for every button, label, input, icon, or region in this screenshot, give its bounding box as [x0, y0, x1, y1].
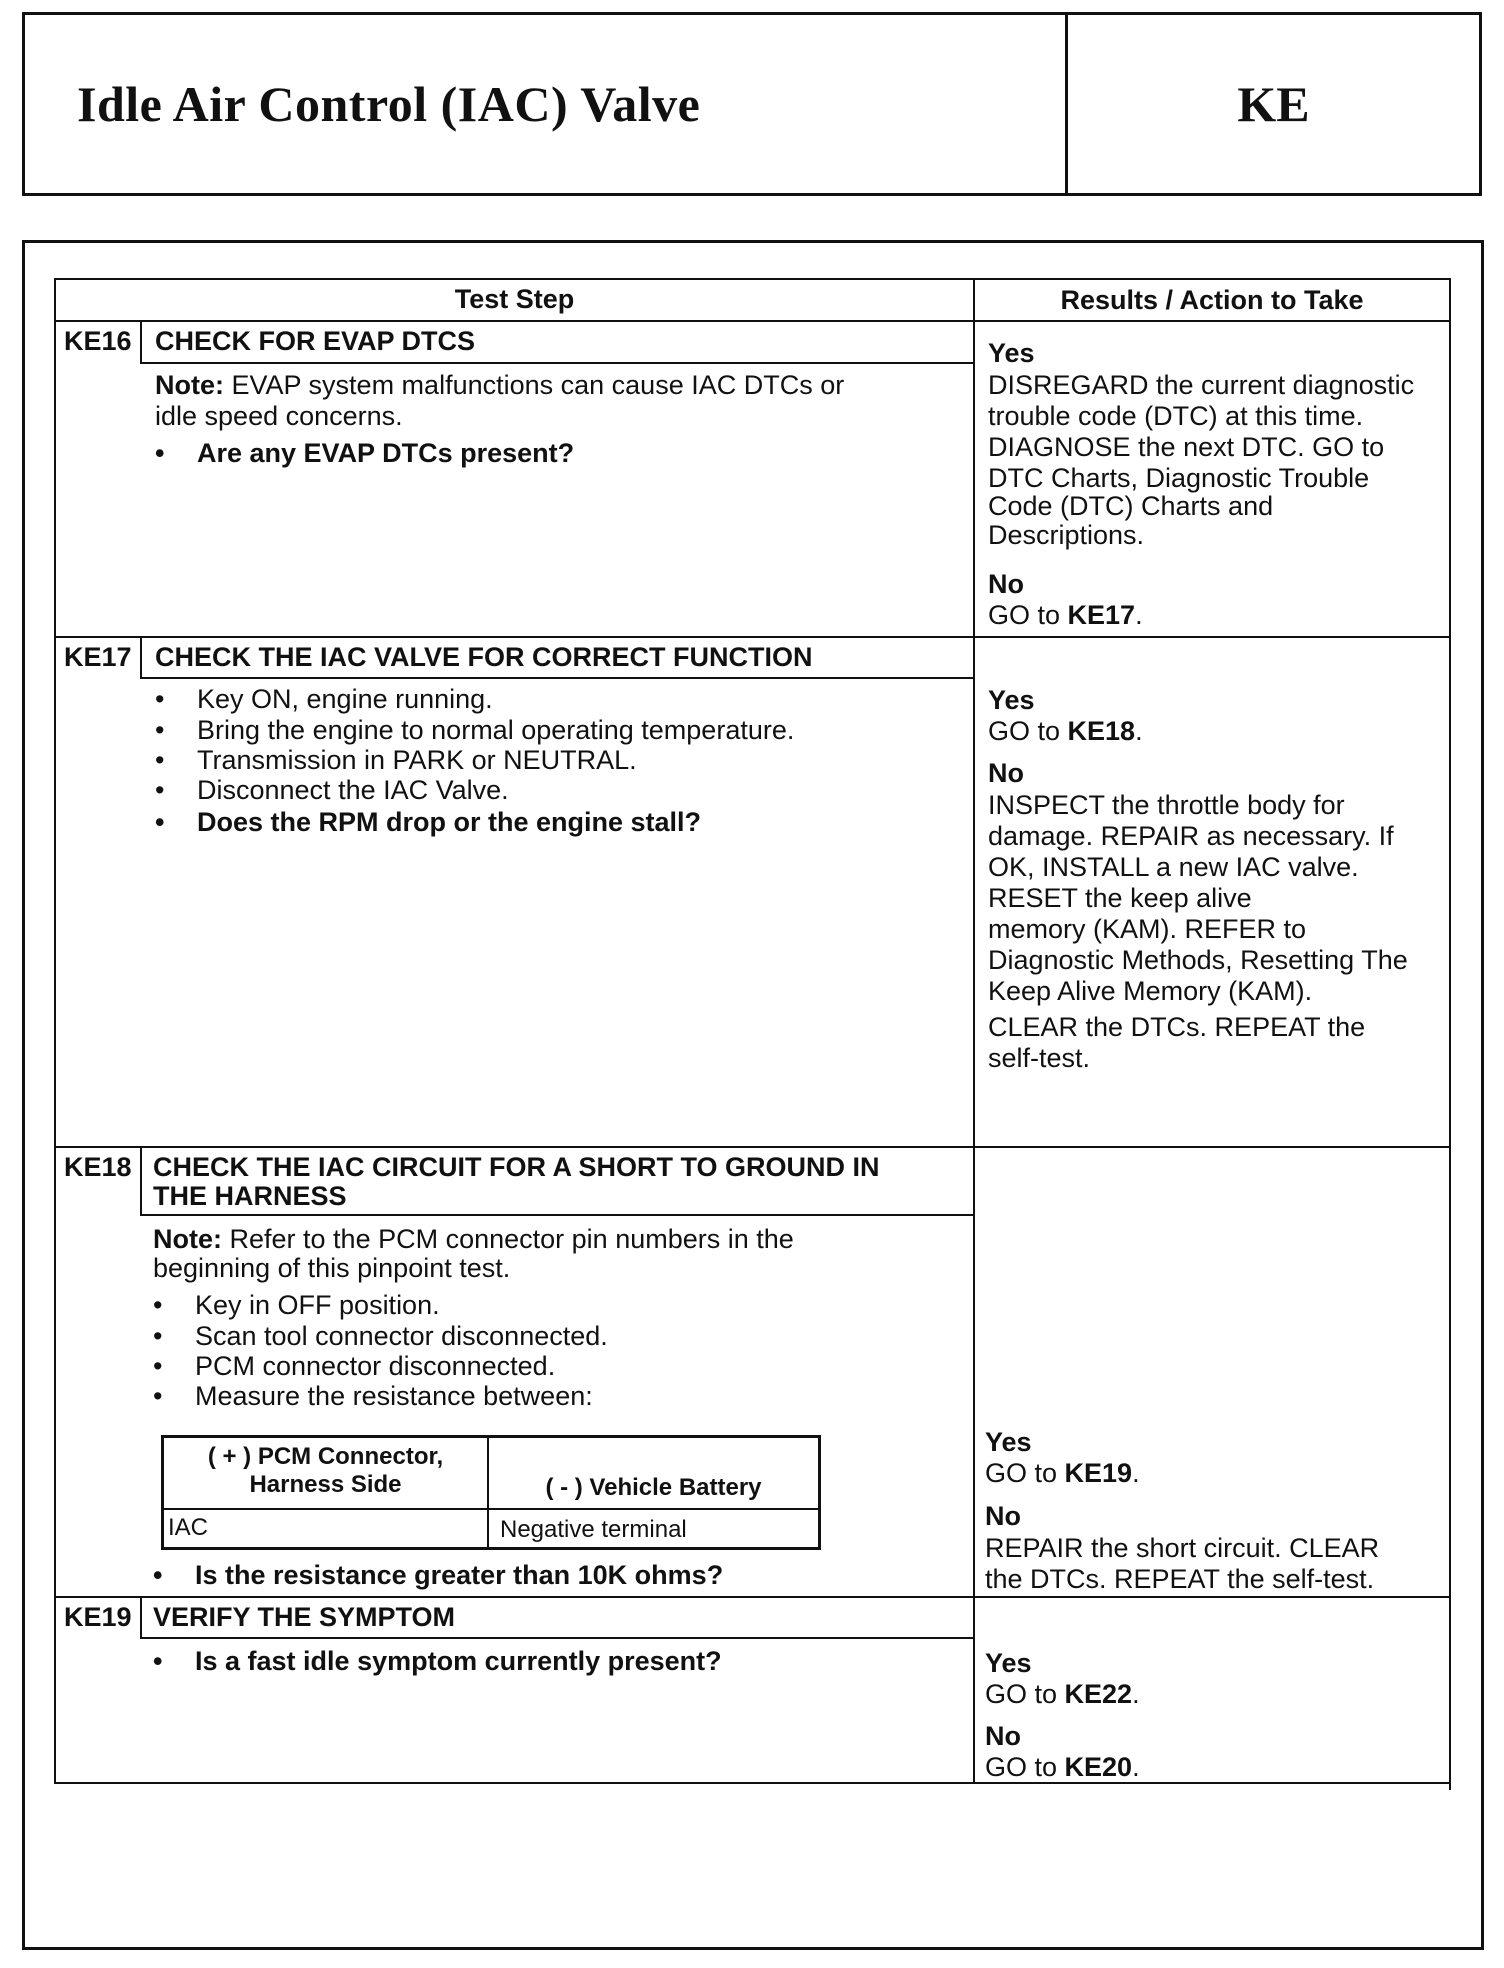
goto-end: . — [1132, 1752, 1140, 1782]
result-line: CLEAR the DTCs. REPEAT the — [988, 1012, 1366, 1042]
ke17-title-rule — [140, 677, 975, 679]
step-question: • Are any EVAP DTCs present? — [155, 438, 575, 468]
goto-target: KE19 — [1064, 1458, 1133, 1488]
result-line: Code (DTC) Charts and — [988, 491, 1274, 521]
result-line: damage. REPAIR as necessary. If — [988, 821, 1394, 851]
result-no-label: No — [985, 1501, 1021, 1531]
bullet-text: Disconnect the IAC Valve. — [197, 775, 509, 805]
bullet-item: • PCM connector disconnected. — [153, 1351, 556, 1381]
table-border-bottom — [54, 1782, 1451, 1784]
result-line: the DTCs. REPEAT the self-test. — [985, 1564, 1375, 1594]
result-no-label: No — [988, 758, 1024, 788]
ke16-id-divider — [140, 320, 142, 362]
inner-cell-terminal: Negative terminal — [500, 1516, 687, 1543]
inner-cell-iac: IAC — [168, 1514, 209, 1541]
step-title: CHECK FOR EVAP DTCS — [155, 326, 476, 356]
step-note — [153, 1224, 794, 1255]
result-line: Keep Alive Memory (KAM). — [988, 976, 1313, 1006]
bullet-text: PCM connector disconnected. — [195, 1351, 556, 1381]
goto-text: GO to — [988, 716, 1068, 746]
step-id: KE16 — [64, 326, 132, 356]
inner-border-bottom — [161, 1547, 821, 1550]
section-code: KE — [1237, 76, 1310, 132]
step-title: CHECK THE IAC CIRCUIT FOR A SHORT TO GROUND IN — [153, 1152, 880, 1182]
bullet-item: • Key in OFF position. — [153, 1290, 440, 1320]
goto-target: KE17 — [1067, 600, 1136, 630]
goto-end: . — [1132, 1458, 1140, 1488]
bullet-text: Does the RPM drop or the engine stall? — [197, 807, 702, 837]
column-divider — [973, 278, 975, 1783]
result-no-text — [985, 1752, 1140, 1783]
result-line: trouble code (DTC) at this time. — [988, 401, 1364, 431]
ke17-bottom-rule — [54, 1146, 1451, 1148]
step-note-cont: beginning of this pinpoint test. — [153, 1253, 511, 1283]
note-text: Refer to the PCM connector pin numbers in the — [222, 1224, 794, 1254]
step-id: KE17 — [64, 642, 132, 672]
result-line: OK, INSTALL a new IAC valve. — [988, 852, 1359, 882]
note-label: Note: — [155, 370, 224, 400]
goto-text: GO to — [985, 1752, 1065, 1782]
bullet-item: • Bring the engine to normal operating temperature. — [155, 715, 795, 745]
goto-text: GO to — [985, 1458, 1065, 1488]
result-yes-label: Yes — [985, 1648, 1032, 1678]
result-yes-label: Yes — [985, 1427, 1032, 1457]
bullet-text: Transmission in PARK or NEUTRAL. — [197, 745, 637, 775]
result-no-label: No — [988, 569, 1024, 599]
bullet-item: • Transmission in PARK or NEUTRAL. — [155, 745, 637, 775]
bullet-text: Bring the engine to normal operating temperature. — [197, 715, 795, 745]
ke18-title-rule — [140, 1214, 975, 1216]
ke16-bottom-rule — [54, 636, 1451, 638]
inner-row-rule — [161, 1508, 821, 1510]
step-title: CHECK THE IAC VALVE FOR CORRECT FUNCTION — [155, 642, 813, 672]
goto-target: KE18 — [1067, 716, 1136, 746]
step-note — [155, 370, 844, 401]
step-id: KE18 — [64, 1152, 132, 1182]
table-border-left — [54, 278, 56, 1783]
bullet-item: • Measure the resistance between: — [153, 1381, 593, 1411]
step-title: VERIFY THE SYMPTOM — [153, 1602, 456, 1632]
result-yes-text — [985, 1458, 1140, 1489]
bullet-text: Are any EVAP DTCs present? — [197, 438, 575, 468]
bullet-item: • Key ON, engine running. — [155, 684, 493, 714]
goto-end: . — [1132, 1679, 1140, 1709]
inner-border-top — [161, 1435, 821, 1438]
goto-text: GO to — [988, 600, 1068, 630]
step-question: • Does the RPM drop or the engine stall? — [155, 807, 702, 837]
step-question: • Is a fast idle symptom currently present? — [153, 1646, 722, 1676]
result-line: DIAGNOSE the next DTC. GO to — [988, 432, 1385, 462]
result-line: Descriptions. — [988, 520, 1145, 550]
result-no-text — [988, 600, 1143, 631]
inner-header-pcm: ( + ) PCM Connector, — [207, 1443, 444, 1470]
ke16-title-rule — [140, 362, 975, 364]
result-yes-label: Yes — [988, 685, 1035, 715]
bullet-text: Key in OFF position. — [195, 1290, 440, 1320]
header-box — [22, 12, 1482, 196]
note-label: Note: — [153, 1224, 222, 1254]
inner-border-right — [818, 1435, 821, 1550]
goto-text: GO to — [985, 1679, 1065, 1709]
ke18-id-divider — [140, 1146, 142, 1214]
bullet-text: Scan tool connector disconnected. — [195, 1321, 608, 1351]
result-yes-label: Yes — [988, 338, 1035, 368]
result-line: RESET the keep alive — [988, 883, 1252, 913]
bullet-text: Is the resistance greater than 10K ohms? — [195, 1560, 724, 1590]
goto-target: KE22 — [1064, 1679, 1133, 1709]
result-yes-text — [985, 1679, 1140, 1710]
table-border-top — [54, 278, 1451, 280]
inner-header-battery: ( - ) Vehicle Battery — [545, 1474, 762, 1501]
goto-end: . — [1135, 716, 1143, 746]
result-line: DISREGARD the current diagnostic — [988, 370, 1415, 400]
ke17-id-divider — [140, 636, 142, 678]
result-yes-text — [988, 716, 1143, 747]
result-line: memory (KAM). REFER to — [988, 914, 1307, 944]
result-line: REPAIR the short circuit. CLEAR — [985, 1533, 1380, 1563]
result-line: self-test. — [988, 1043, 1091, 1073]
step-note-cont: idle speed concerns. — [155, 401, 403, 431]
result-line: INSPECT the throttle body for — [988, 790, 1345, 820]
step-title-cont: THE HARNESS — [153, 1181, 347, 1211]
bullet-text: Key ON, engine running. — [197, 684, 493, 714]
ke19-title-rule — [140, 1637, 975, 1639]
inner-header-pcm-cont: Harness Side — [249, 1471, 402, 1498]
column-header-test-step: Test Step — [454, 284, 575, 314]
result-line: DTC Charts, Diagnostic Trouble — [988, 463, 1370, 493]
ke19-id-divider — [140, 1596, 142, 1638]
bullet-text: Is a fast idle symptom currently present? — [195, 1646, 722, 1676]
step-question: • Is the resistance greater than 10K ohms? — [153, 1560, 724, 1590]
bullet-text: Measure the resistance between: — [195, 1381, 593, 1411]
header-row-rule — [54, 320, 1451, 322]
bullet-item: • Disconnect the IAC Valve. — [155, 775, 509, 805]
bullet-item: • Scan tool connector disconnected. — [153, 1321, 608, 1351]
column-header-results: Results / Action to Take — [1060, 285, 1364, 315]
result-line: Diagnostic Methods, Resetting The — [988, 945, 1408, 975]
goto-end: . — [1135, 600, 1143, 630]
goto-target: KE20 — [1064, 1752, 1133, 1782]
page-title: Idle Air Control (IAC) Valve — [77, 76, 701, 132]
result-no-label: No — [985, 1721, 1021, 1751]
step-id: KE19 — [64, 1602, 132, 1632]
note-text: EVAP system malfunctions can cause IAC DTCs or — [224, 370, 845, 400]
table-border-right — [1449, 278, 1451, 1790]
ke18-bottom-rule — [54, 1596, 1451, 1598]
